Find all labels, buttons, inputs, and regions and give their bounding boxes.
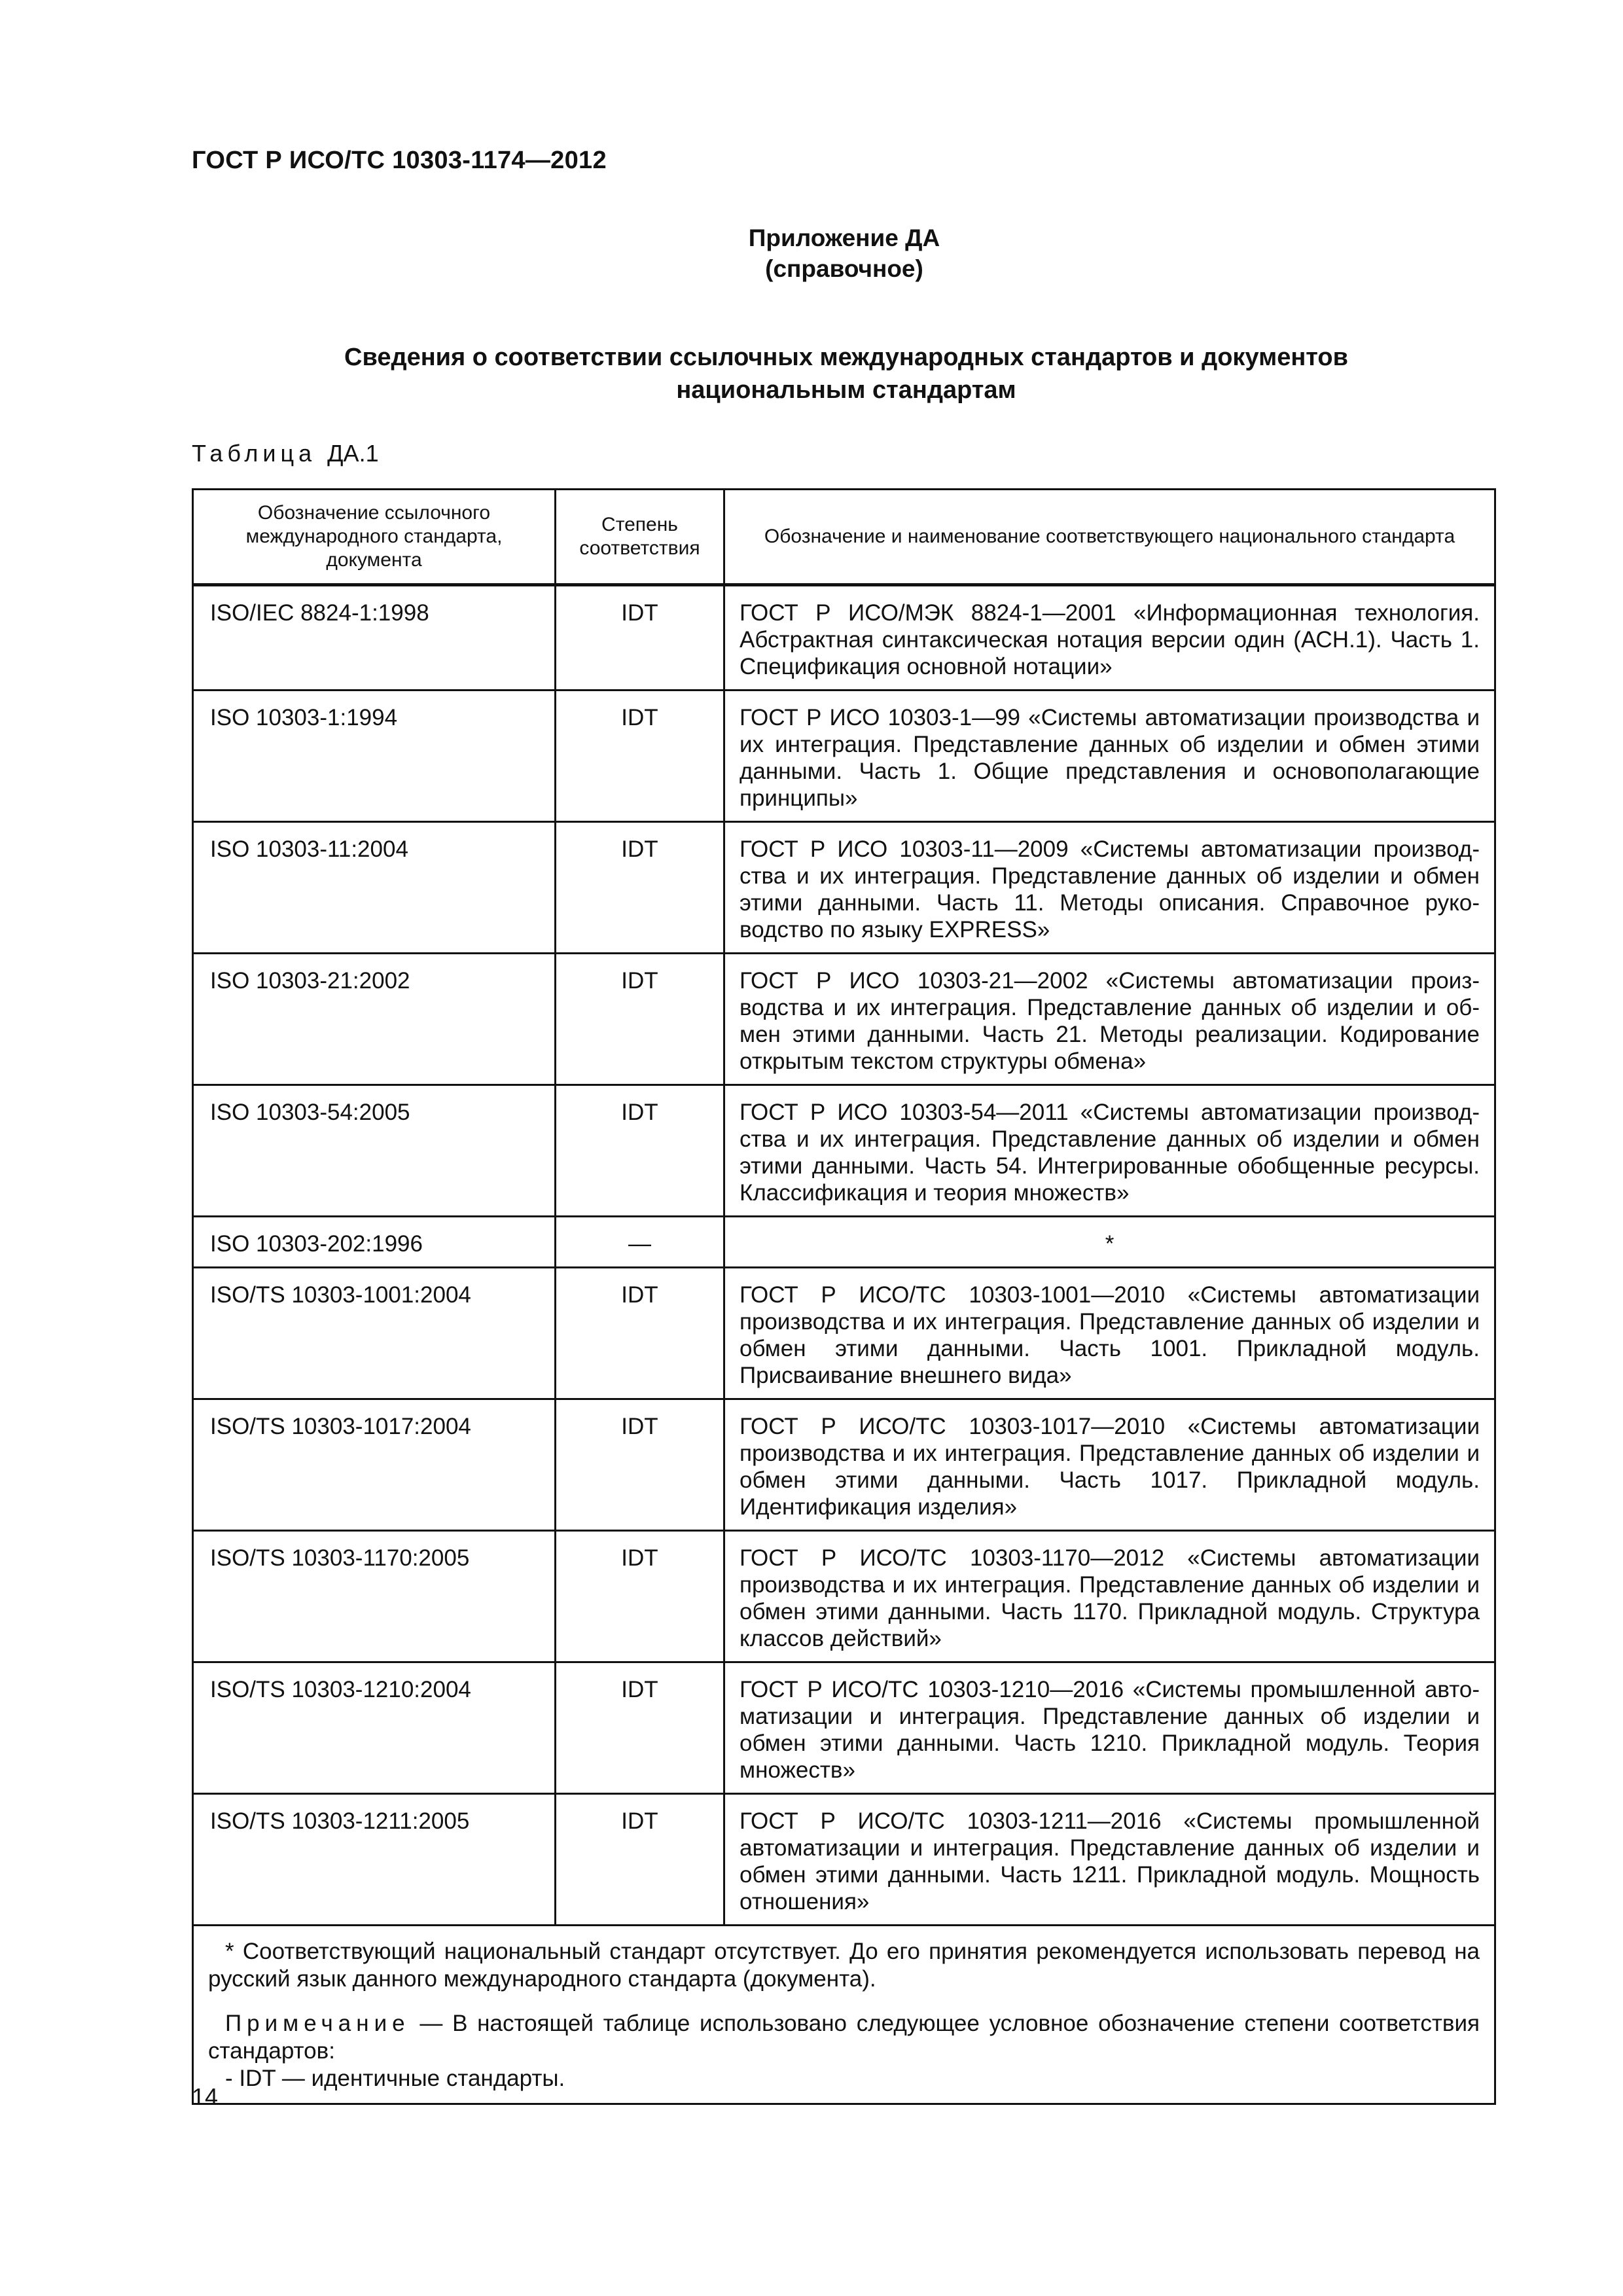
cell-intl: ISO 10303-202:1996 — [193, 1217, 556, 1268]
note-item: - IDT — идентичные стандарты. — [225, 2066, 565, 2091]
cell-intl: ISO 10303-21:2002 — [193, 954, 556, 1085]
cell-intl: ISO/IEC 8824-1:1998 — [193, 585, 556, 691]
cell-intl: ISO/TS 10303-1211:2005 — [193, 1794, 556, 1926]
appendix-title: Приложение ДА — [748, 224, 940, 251]
cell-national: ГОСТ Р ИСО/ТС 10303-1170—2012 «Системы автоматизации производства и их интеграция. Представление данных об изделии и обмен этими данными. Часть 1170. Прикладной модуль. Структура классов действий» — [724, 1531, 1495, 1662]
cell-national: ГОСТ Р ИСО 10303-1—99 «Системы автоматизации производства и их интеграция. Представление данных об изделии и обмен этими данными. Часть 1. Общие представления и основополагающие принципы» — [724, 691, 1495, 822]
column-header-national: Обозначение и наименование соответствующего национального стандарта — [724, 490, 1495, 585]
cell-degree: IDT — [556, 1399, 724, 1531]
table-row — [193, 1217, 1495, 1268]
cell-national: ГОСТ Р ИСО/ТС 10303-1211—2016 «Системы промышленной автоматизации и интеграция. Представление данных об изделии и обмен этими данными. Часть 1211. Прикладной модуль. Мощность отношения» — [724, 1794, 1495, 1926]
cell-national: ГОСТ Р ИСО/ТС 10303-1017—2010 «Системы автоматизации производства и их интеграция. Представление данных об изделии и обмен этими данными. Часть 1017. Прикладной модуль. Идентификация изделия» — [724, 1399, 1495, 1531]
cell-degree: IDT — [556, 1085, 724, 1217]
note-label: Примечание — [225, 2011, 410, 2036]
table-row — [193, 1531, 1495, 1662]
column-header-intl: Обозначение ссылочного международного стандарта, документа — [193, 490, 556, 585]
table-label-number: ДА.1 — [327, 440, 379, 467]
table-row — [193, 822, 1495, 954]
correspondence-table — [192, 488, 1496, 2105]
cell-national: ГОСТ Р ИСО/МЭК 8824-1—2001 «Информационная технология. Абстрактная синтаксическая нотация версии один (АСН.1). Часть 1. Спецификация основной нотации» — [724, 585, 1495, 691]
cell-degree: IDT — [556, 1268, 724, 1399]
note — [208, 2010, 1480, 2065]
cell-national: ГОСТ Р ИСО 10303-54—2011 «Системы автоматизации производства и их интеграция. Представление данных об изделии и обмен этими данными. Часть 54. Интегрированные обобщенные ресурсы. Классификация и теория множеств» — [724, 1085, 1495, 1217]
table-row — [193, 1794, 1495, 1926]
table-notes-row — [193, 1926, 1495, 2104]
table-row — [193, 691, 1495, 822]
table-row — [193, 585, 1495, 691]
cell-intl: ISO 10303-54:2005 — [193, 1085, 556, 1217]
cell-degree: IDT — [556, 822, 724, 954]
section-heading-line1: Сведения о соответствии ссылочных международных стандартов и документов — [344, 344, 1348, 371]
cell-intl: ISO/TS 10303-1001:2004 — [193, 1268, 556, 1399]
cell-degree: IDT — [556, 1794, 724, 1926]
cell-degree: IDT — [556, 1531, 724, 1662]
cell-degree: IDT — [556, 954, 724, 1085]
page-number: 14 — [192, 2083, 219, 2110]
cell-degree: IDT — [556, 691, 724, 822]
table-header-row — [193, 490, 1495, 585]
cell-intl: ISO/TS 10303-1170:2005 — [193, 1531, 556, 1662]
appendix-subtitle: (справочное) — [765, 255, 923, 282]
table-label — [192, 440, 379, 467]
table-row — [193, 1268, 1495, 1399]
cell-national: ГОСТ Р ИСО 10303-21—2002 «Системы автоматизации производства и их интеграция. Представление данных об изделии и обмен этими данными. Часть 21. Методы реализации. Кодирование открытым текстом структуры обмена» — [724, 954, 1495, 1085]
cell-intl: ISO/TS 10303-1210:2004 — [193, 1662, 556, 1794]
table-row — [193, 954, 1495, 1085]
table-row — [193, 1662, 1495, 1794]
table-label-word: Таблица — [192, 440, 317, 467]
cell-intl: ISO 10303-11:2004 — [193, 822, 556, 954]
column-header-degree: Степень соответствия — [556, 490, 724, 585]
note-text: — В настоящей таблице использовано следующее условное обозначение степени соответствия стандартов: — [208, 2011, 1480, 2064]
section-heading-line2: национальным стандартам — [676, 376, 1016, 404]
cell-intl: ISO 10303-1:1994 — [193, 691, 556, 822]
table-row — [193, 1085, 1495, 1217]
cell-intl: ISO/TS 10303-1017:2004 — [193, 1399, 556, 1531]
table-notes — [193, 1926, 1495, 2104]
cell-national: ГОСТ Р ИСО/ТС 10303-1001—2010 «Системы автоматизации производства и их интеграция. Представление данных об изделии и обмен этими данными. Часть 1001. Прикладной модуль. Присваивание внешнего вида» — [724, 1268, 1495, 1399]
document-code: ГОСТ Р ИСО/ТС 10303-1174—2012 — [192, 147, 607, 174]
cell-national: ГОСТ Р ИСО 10303-11—2009 «Системы автоматизации производства и их интеграция. Представление данных об изделии и обмен этими данными. Часть 11. Методы описания. Справочное руководство по языку EXPRESS» — [724, 822, 1495, 954]
cell-national: ГОСТ Р ИСО/ТС 10303-1210—2016 «Системы промышленной автоматизации и интеграция. Представление данных об изделии и обмен этими данными. Часть 1210. Прикладной модуль. Теория множеств» — [724, 1662, 1495, 1794]
cell-degree: IDT — [556, 585, 724, 691]
table-row — [193, 1399, 1495, 1531]
cell-degree: IDT — [556, 1662, 724, 1794]
footnote: * Соответствующий национальный стандарт отсутствует. До его принятия рекомендуется использовать перевод на русский язык данного международного стандарта (документа). — [208, 1939, 1480, 1992]
cell-national: * — [724, 1217, 1495, 1268]
cell-degree: — — [556, 1217, 724, 1268]
